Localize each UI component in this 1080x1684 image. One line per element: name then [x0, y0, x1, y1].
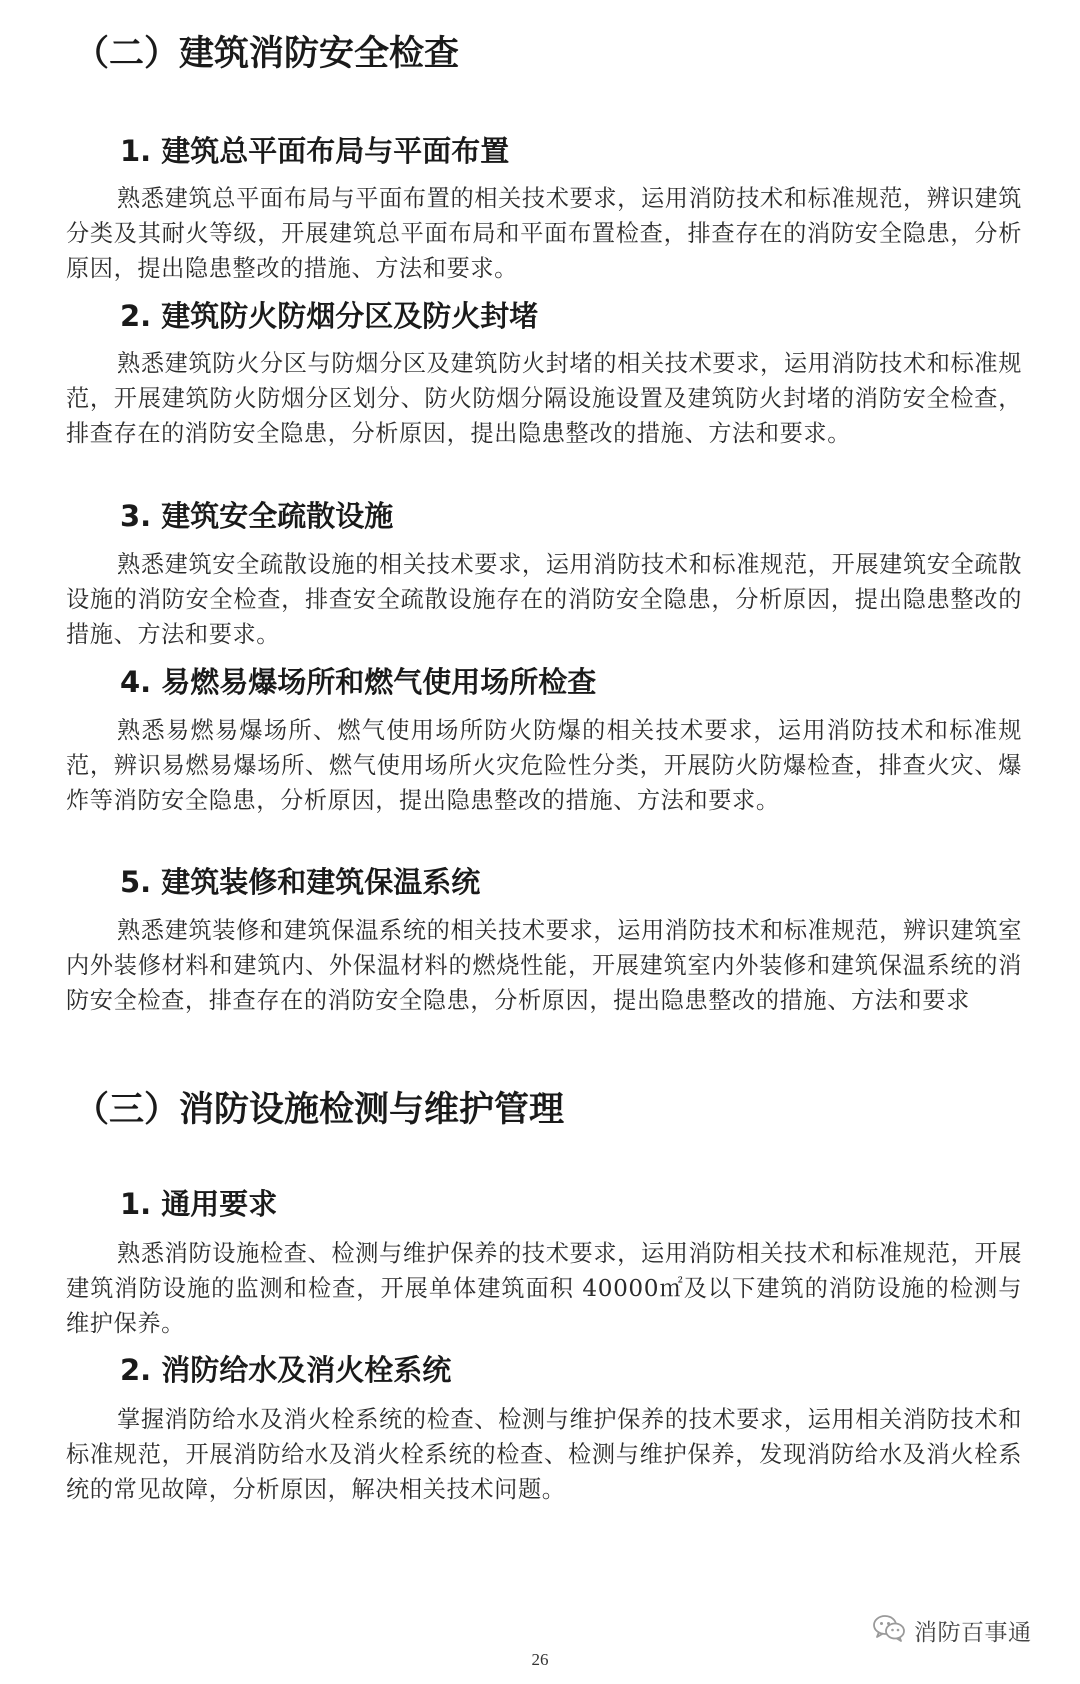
subsection-body-4: 熟悉易燃易爆场所、燃气使用场所防火防爆的相关技术要求，运用消防技术和标准规范，辨识易燃易爆场所、燃气使用场所火灾危险性分类，开展防火防爆检查，排查火灾、爆炸等消防安全隐患，分析原因，提出隐患整改的措施、方法和要求。	[66, 717, 1022, 814]
subsection-heading-hydrant: 2. 消防给水及消火栓系统	[120, 1353, 452, 1387]
subsection-heading-5: 5. 建筑装修和建筑保温系统	[120, 865, 481, 899]
subsection-body-hydrant: 掌握消防给水及消火栓系统的检查、检测与维护保养的技术要求，运用相关消防技术和标准规范，开展消防给水及消火栓系统的检查、检测与维护保养，发现消防给水及消火栓系统的常见故障，分析原因，解决相关技术问题。	[66, 1406, 1022, 1503]
subsection-body-5: 熟悉建筑装修和建筑保温系统的相关技术要求，运用消防技术和标准规范，辨识建筑室内外装修材料和建筑内、外保温材料的燃烧性能，开展建筑室内外装修和建筑保温系统的消防安全检查，排查存在的消防安全隐患，分析原因，提出隐患整改的措施、方法和要求	[66, 917, 1022, 1014]
watermark-text: 消防百事通	[914, 1619, 1032, 1646]
subsection-body-general: 熟悉消防设施检查、检测与维护保养的技术要求，运用消防相关技术和标准规范，开展建筑消防设施的监测和检查，开展单体建筑面积 40000㎡及以下建筑的消防设施的检测与维护保养。	[66, 1240, 1022, 1337]
subsection-heading-4: 4. 易燃易爆场所和燃气使用场所检查	[120, 665, 597, 699]
subsection-body-2: 熟悉建筑防火分区与防烟分区及建筑防火封堵的相关技术要求，运用消防技术和标准规范，开展建筑防火防烟分区划分、防火防烟分隔设施设置及建筑防火封堵的消防安全检查，排查存在的消防安全隐患，分析原因，提出隐患整改的措施、方法和要求。	[66, 350, 1022, 447]
subsection-heading-1: 1. 建筑总平面布局与平面布置	[120, 134, 510, 168]
subsection-body-1: 熟悉建筑总平面布局与平面布置的相关技术要求，运用消防技术和标准规范，辨识建筑分类及其耐火等级，开展建筑总平面布局和平面布置检查，排查存在的消防安全隐患，分析原因，提出隐患整改的措施、方法和要求。	[66, 185, 1022, 282]
page-number: 26	[531, 1650, 549, 1669]
subsection-heading-3: 3. 建筑安全疏散设施	[120, 499, 394, 533]
section-title-building-fire-inspection: （二）建筑消防安全检查	[74, 34, 460, 74]
section-title-facility-maintenance: （三）消防设施检测与维护管理	[74, 1090, 565, 1130]
wechat-icon	[872, 1614, 906, 1646]
subsection-heading-2: 2. 建筑防火防烟分区及防火封堵	[120, 299, 539, 333]
wechat-watermark	[872, 1612, 1032, 1648]
subsection-body-3: 熟悉建筑安全疏散设施的相关技术要求，运用消防技术和标准规范，开展建筑安全疏散设施的消防安全检查，排查安全疏散设施存在的消防安全隐患，分析原因，提出隐患整改的措施、方法和要求。	[66, 551, 1022, 648]
subsection-heading-general: 1. 通用要求	[120, 1187, 278, 1221]
